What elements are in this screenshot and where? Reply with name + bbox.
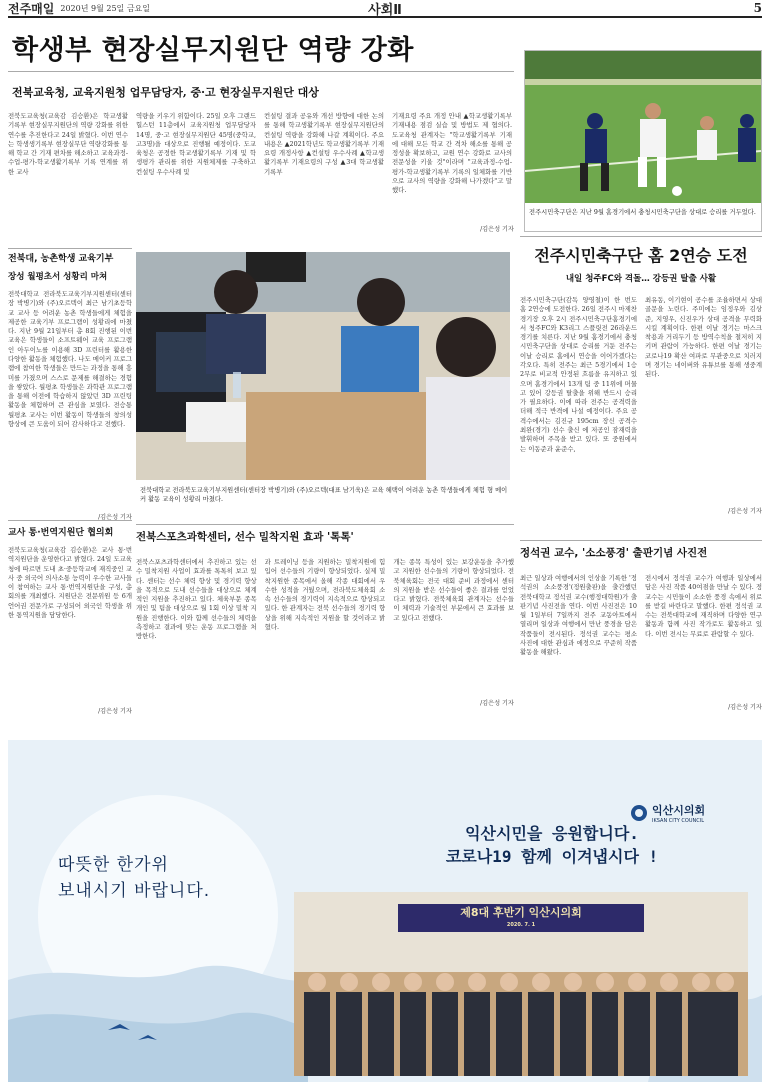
slogan-line-2: 코로나19 함께 이겨냅시다 ! [445, 847, 659, 867]
classroom-photo [136, 252, 510, 480]
greeting-line-2: 보내시기 바랍니다. [58, 881, 211, 902]
soccer-photo-caption: 전주시민축구단은 지난 9월 홈경기에서 충청시민축구단을 상대로 승리를 거두었다. [529, 209, 756, 216]
page-number: 5 [753, 1, 762, 15]
headline: 전북대, 농촌학생 교육기부 [8, 254, 114, 264]
council-emblem-icon [630, 804, 648, 822]
subheadline: 장성 월평초서 성황리 마쳐 [8, 272, 108, 282]
page-header [8, 0, 762, 18]
slogan-line-1: 익산시민을 응원합니다. [465, 824, 639, 843]
greeting-line-1: 따뜻한 한가위 [58, 855, 169, 875]
council-name-en: IKSAN CITY COUNCIL [652, 818, 705, 824]
council-logo [630, 802, 705, 824]
body-col-1: 전주시민축구단(감독 양영철)이 한 번도 홈 2연승에 도전한다. 26일 전주시 마제찬 경기장 오후 2시 전주시민축구단홈경기에서 청주FC와 K3리그 스플릿전 26라운드 경기를 치른다. 지난 9월 홈경기에서 충청시민축구단을 상대로 승리를 거둔 전주는 이날 승리로 홈에서 연승을 이어가겠다는 각오다. 특히 전주는 최근 5경기에서 1승 2무로 비교적 안정된 흐름을 유지하고 있으며 홈경기에서 13개 팀 중 11위에 머물고 있어 강등권 탈출을 위해 반드시 승리가 필요하다. 이에 따라 전주는 공격력을 더해 적극 반격에 나설 예정이다. 주요 공격수에서는 김진규 195cm 장신 공격수 최완(경기) 선수 출신 에 저공인 잠재력을 발휘하며 주목을 받고 있다. 또 중원에서는 이동준과 윤준수, [520, 296, 637, 453]
classroom-photo-caption: 전북대학교 전라북도교육기부지원센터(센터장 박병기)와 (주)오르텍(대표 남기욱)은 교육 혜택이 어려운 농촌 학생들에게 체험 형 메이커 활동 교육이 성황리 마쳤다. [140, 487, 508, 503]
subheadline: 내일 청주FC와 격돌… 강등권 탈출 사활 [565, 274, 717, 284]
article-photo-exhibition [520, 540, 762, 716]
headline: 학생부 현장실무지원단 역량 강화 [8, 28, 514, 72]
classroom-photo-box [136, 252, 514, 514]
issue-date: 2020년 9월 25일 금요일 [60, 3, 151, 13]
section-title: 사회Ⅱ [368, 2, 402, 18]
headline: 전북스포츠과학센터, 선수 밀착지원 효과 '톡톡' [136, 531, 354, 543]
council-name-kr: 익산시의회 [652, 804, 706, 817]
article-translators [8, 520, 132, 720]
body: 전북대학교 전라북도교육기부지원센터(센터장 박병기)와 (주)오르텍이 최근 남기초등학교 교사 등 어려운 농촌 학생들에게 체험을 제공한 교육기부 프로그램이 성황리에 마쳤다. 지난 9월 21일부터 총 8회 진행된 이번 교육은 학생들이 소프트웨어 교육 프로그램인 아두이노를 이용해 3D 프린터를 활용한 다양한 활동을 체험했다. 나도 메이커 프로그램에 참여한 학생들은 만드는 과정을 통해 흥미를 가졌으며 스스로 문제를 해결하는 경험을 쌓았다. 월평초 학생들은 과학관 프로그램을 통해 이전에 학습하지 않았던 3D 프린팅 활동을 체험하며 큰 관심을 보였다. 전승통 월평초 교사는 이번 활동이 학생들의 창의성 향상에 큰 도움이 되어 감사하다고 전했다. [8, 290, 132, 428]
council-group-photo [294, 892, 748, 1076]
newspaper-name: 전주매일 [8, 1, 55, 16]
article-farm-education [8, 248, 132, 521]
byline: /김은성 기자 [480, 700, 514, 707]
body-col-4: 기재요령 주요 개정 안내 ▲학교생활기록부 기재내용 점검 실습 및 방법도 제 협의다. 도교육청 관계자는 "학교생활기록부 기재에 대해 모든 학교 간 격차 해소를 통해 공정성을 확보하고, 교원 연수 강화로 교사의 전문성을 키울 것"이라며 "교육과정-수업-평가-학교생활기록부 기록의 일체화를 기반으로 교사의 역량을 강화해 나가겠다"고 말했다. [392, 112, 512, 195]
body-col-3: 개는 종목 특성이 있는 보강운동을 추가했고 지원한 선수들의 기량이 향상되었다. 전북체육회는 전국 대회 준비 과정에서 센터의 지원을 받은 선수들이 좋은 결과를 얻었다고 밝혔다. 전북체육회 관계자는 선수들이 체력과 기술적인 부분에서 큰 효과를 보고 있다고 전했다. [393, 558, 515, 622]
byline: /김은성 기자 [98, 708, 132, 715]
body-col-2: 전시에서 정석권 교수가 여행과 일상에서 담은 사진 작품 40여점을 만날 수 있다. 정 교수는 시민들이 소소한 풍경 속에서 위로를 받길 바란다고 말했다. 한편 정석권 교수는 전북대학교에 재직하며 다양한 연구 활동과 함께 사진 작가로도 활동하고 있다. 이번 전시는 무료로 관람할 수 있다. [645, 574, 762, 638]
body-col-2: 최유동, 이기현이 공수를 조율하면서 상대 골문을 노린다. 주미에는 임정우와 김상준, 지영우, 신진우가 상대 공격을 무력화 시킬 계획이다. 한편 이날 경기는 마스크 착용과 거리두기 등 방역수칙을 철저히 지키며 관람이 가능하다. 한편 이날 경기는 코로나19 확산 여파로 무관중으로 치러지며 경기는 네이버와 유튜브를 통해 생중계된다. [645, 296, 762, 379]
banner-date: 2020. 7. 1 [506, 922, 536, 928]
body-col-1: 전북도교육청(교육감 김승환)은 학교생활기록부 현장실무지원단의 역량 강화를 위한 연수를 추진한다고 24일 밝혔다. 이번 연수는 학생생기록부 현장실무단 역량강화를 통해 학교 간 기재 편차를 해소하고 교육과정-수업-평가-학교생활기록부 기록 연계를 위한 교사 [8, 112, 128, 176]
byline: /김은성 기자 [728, 508, 762, 515]
banner-title: 제8대 후반기 익산시의회 [460, 906, 582, 919]
headline: 교사 통·번역지원단 협의회 [8, 528, 114, 538]
body-col-3: 컨설팅 결과 공유와 개선 방향에 대한 논의를 통해 학교생활기록부 현장실무지원단의 컨설팅 역량을 강화해 나갈 계획이다. 주요 내용은 ▲2021학년도 학교생활기록부 기재요령 개정사항 ▲컨설팅 우수사례 ▲학교생활기록부 기재요령의 구성 ▲3대 학교생활기록부 [264, 112, 384, 176]
body-col-1: 전북스포츠과학센터에서 추진하고 있는 선수 밀착지원 사업이 효과를 톡톡히 보고 있다. 센터는 선수 체력 향상 및 경기력 향상을 목적으로 도내 선수들을 대상으로 체계적인 지원을 추진하고 있다. 체육부문 종목 개인 및 팀을 대상으로 월 1회 이상 밀착 지원을 진행한다. 이와 함께 선수들의 체력을 측정하고 결과에 맞는 운동 프로그램을 처방한다. [136, 558, 257, 641]
byline: /김은성 기자 [480, 226, 514, 233]
article-student-records [8, 28, 514, 240]
body: 전북도교육청(교육감 김승환)은 교사 통·번역지원단을 운영한다고 밝혔다. 24일 도교육청에 따르면 도내 초·중등학교에 재직중인 교사 중 외국어 의사소통 능력이 우수한 교사들이 참여하는 교사 통·번역지원단을 구성, 총 회의를 개최했다. 지원단은 전문위원 등 6개 언어권 전문가로 구성되어 외국인 학생을 위한 통역지원을 담당한다. [8, 546, 132, 619]
photo-banner [398, 904, 644, 932]
body-col-1: 최근 일상과 여행에서의 인상을 기록한 '정석권의 소소풍경'(정원출판)을 출간했던 전북대학교 정석권 교수(행정대학원)가 출판기념 사진전을 연다. 이번 사진전은 10월 1일부터 7일까지 전주 교동아트에서 열리며 일상과 여행에서 만난 풍경을 담은 작품들이 전시된다. 정석권 교수는 평소 사진에 대한 관심과 애정으로 꾸준히 작품 활동을 해왔다. [520, 574, 637, 657]
headline: 정석권 교수, '소소풍경' 출판기념 사진전 [520, 547, 708, 559]
body-col-2: 과 트레이닝 등을 지원하는 밀착지원에 힘입어 선수들의 기량이 향상되었다. 실제 밀착지원한 종목에서 올해 각종 대회에서 우수한 성적을 거뒀으며, 전라북도체육회 소속 선수들의 경기력이 지속적으로 향상되고 있다. 한 관계자는 전북 선수들의 경기력 향상을 위해 지속적인 지원을 할 것이라고 밝혔다. [264, 558, 386, 631]
byline: /김은성 기자 [728, 704, 762, 711]
headline: 전주시민축구단 홈 2연승 도전 [520, 236, 762, 266]
group-people [294, 952, 748, 1076]
soccer-photo-box [524, 50, 762, 232]
byline: /김은성 기자 [98, 514, 132, 521]
body-col-2: 역량을 키우기 위함이다. 25일 오후 그랜드힐스턴 11층에서 교육지원청 업무담당자 14명, 중·고 현장실무지원단 45명(중학교, 고3명)을 대상으로 진행될 예정이다. 도교육청은 공정한 학교생활기록부 기재 및 학생평가 관리를 위한 지원체제를 구축하고 컨설팅 우수사례 및 [136, 112, 256, 176]
article-soccer [520, 236, 762, 536]
subheadline: 전북교육청, 교육지원청 업무담당자, 중·고 현장실무지원단 대상 [12, 86, 319, 99]
council-advertisement [8, 740, 762, 1082]
article-sports-center [136, 524, 514, 724]
soccer-photo [525, 51, 761, 203]
